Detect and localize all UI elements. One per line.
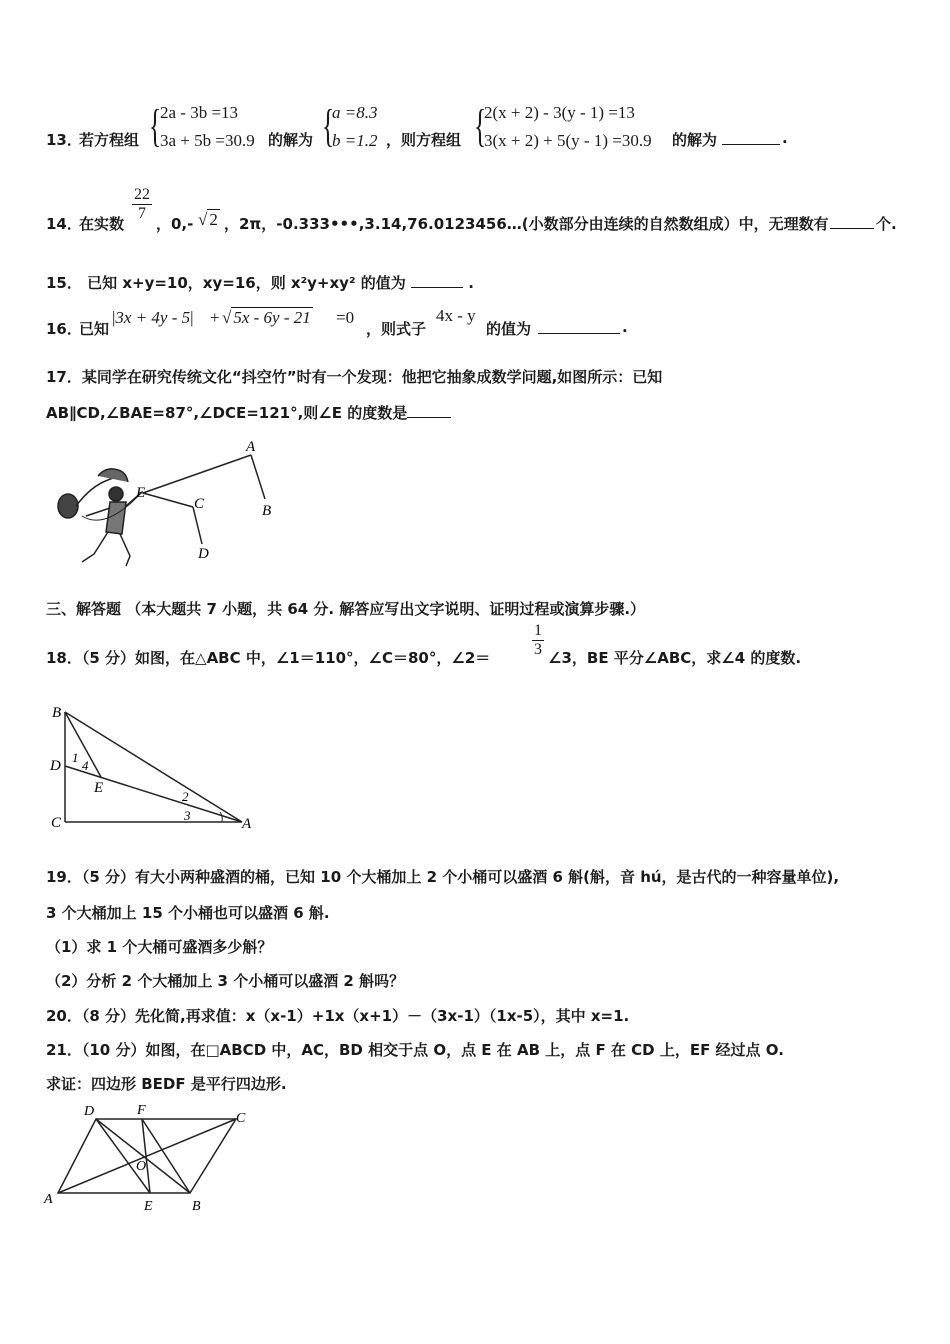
q18-label-D: D	[50, 758, 61, 774]
q17-line2: AB∥CD,∠BAE=87°,∠DCE=121°,则∠E 的度数是	[46, 404, 408, 422]
q21-line1: 21．（10 分）如图，在□ABCD 中，AC，BD 相交于点 O，点 E 在 AB 上，点 F 在 CD 上，EF 经过点 O.	[46, 1041, 784, 1059]
q13-sys2-eq1: 2(x + 2) - 3(y - 1) =13	[484, 103, 635, 122]
q16-sqrt: √ 5x - 6y - 21	[222, 308, 311, 327]
q21-label-B: B	[192, 1199, 201, 1214]
q17-label-E: E	[136, 485, 146, 501]
q14-frac-num: 22	[134, 186, 150, 203]
q17-label-D: D	[198, 546, 209, 562]
q18-fraction	[532, 622, 544, 659]
q18-angle-2: 2	[182, 789, 189, 804]
q18-frac-num: 1	[534, 622, 542, 639]
q18-angle-arc	[220, 812, 222, 822]
q13-end: .	[782, 129, 788, 147]
q17-line1: 17．某同学在研究传统文化“抖空竹”时有一个发现：他把它抽象成数学问题,如图所示：已知	[46, 368, 663, 386]
q13-suffix: 的解为	[672, 131, 718, 149]
q13-sys1-eq2: 3a + 5b =30.9	[160, 131, 255, 150]
q19-line2: 3 个大桶加上 15 个小桶也可以盛酒 6 斛.	[46, 904, 330, 922]
q15	[46, 272, 474, 293]
q17-label-B: B	[262, 503, 272, 519]
q21-diagonal-AC	[58, 1119, 236, 1193]
section3-heading: 三、解答题 （本大题共 7 小题，共 64 分. 解答应写出文字说明、证明过程或演算步骤.）	[46, 600, 646, 618]
q16-suffix: 的值为	[486, 320, 532, 338]
q14-suffix: 个.	[876, 215, 897, 233]
q21-label-E: E	[144, 1199, 153, 1214]
q17-figure	[46, 436, 306, 574]
q16-abs-inner: 3x + 4y - 5	[115, 308, 191, 327]
q18-label-A: A	[242, 816, 252, 832]
q16-abs-expr: |3x + 4y - 5|	[112, 308, 194, 327]
q18-frac-den: 3	[534, 641, 542, 658]
q17-line-EC	[143, 493, 193, 507]
q13-sol-b: b =1.2	[332, 131, 378, 150]
q16-number: 16．	[46, 320, 82, 338]
q14-answer-blank	[830, 213, 874, 229]
q19-sub1: （1）求 1 个大桶可盛酒多少斛？	[46, 938, 273, 956]
q13-brace-3: {	[474, 100, 487, 151]
q14-frac-den: 7	[138, 205, 146, 222]
q16-eq: =0	[336, 308, 355, 327]
q17-answer-blank	[407, 402, 451, 418]
q21-label-O: O	[136, 1159, 147, 1174]
q15-end: .	[468, 274, 474, 292]
q18-prefix: 18．（5 分）如图，在△ABC 中，∠1＝110°，∠C＝80°，∠2＝	[46, 649, 491, 667]
q13-sys1-eq1: 2a - 3b =13	[160, 103, 239, 122]
q16-end: .	[622, 318, 628, 336]
q15-number: 15．	[46, 274, 82, 292]
q19-line1: 19．（5 分）有大小两种盛酒的桶，已知 10 个大桶加上 2 个小桶可以盛酒 6 斛(斛，音 hú，是古代的一种容量单位),	[46, 868, 840, 886]
q18-suffix: ∠3，BE 平分∠ABC，求∠4 的度数.	[548, 649, 802, 667]
q14-sqrt-arg: 2	[209, 210, 218, 229]
q21-line2: 求证：四边形 BEDF 是平行四边形.	[46, 1075, 287, 1093]
q21-label-F: F	[137, 1103, 146, 1118]
q13-sys2-eq2: 3(x + 2) + 5(y - 1) =30.9	[484, 131, 652, 150]
q18-label-E: E	[94, 780, 104, 796]
q14-number: 14．	[46, 215, 82, 233]
q18-angle-1: 1	[72, 750, 79, 765]
q20: 20．（8 分）先化简,再求值：x（x-1）+1x（x+1）－（3x-1）（1x-5），其中 x=1.	[46, 1007, 630, 1025]
q19-sub2: （2）分析 2 个大桶加上 3 个小桶可以盛酒 2 斛吗？	[46, 972, 405, 990]
q18-figure	[46, 700, 266, 834]
q14-list1: ，0,-	[156, 215, 194, 233]
q18-side-BA	[65, 712, 242, 822]
q21-label-D: D	[84, 1104, 95, 1119]
q15-text: 已知 x+y=10，xy=16，则 x²y+xy² 的值为	[87, 274, 406, 292]
q14-prefix: 在实数	[79, 215, 125, 233]
q13-brace-2: {	[322, 100, 335, 151]
q17-line-EA	[143, 455, 251, 493]
q21-label-A: A	[44, 1192, 53, 1207]
q13-prefix: 若方程组	[79, 131, 140, 149]
q16-mid: ，则式子	[366, 320, 427, 338]
q16-prefix: 已知	[79, 320, 110, 338]
q21-label-C: C	[236, 1111, 246, 1126]
q16-plus: +	[210, 308, 220, 327]
diabolo-player-illustration	[58, 469, 142, 566]
q16-sqrt-expr: 5x - 6y - 21	[233, 308, 311, 327]
q14-fraction	[132, 186, 152, 223]
q13-mid2: ，则方程组	[386, 131, 462, 149]
q17-line-CD	[193, 507, 202, 544]
q18-angle-3: 3	[184, 808, 191, 823]
q21-figure	[40, 1100, 260, 1220]
q16-answer-blank	[538, 318, 620, 334]
q13-answer-blank	[722, 129, 780, 145]
q17-line-AB	[251, 455, 265, 499]
q13-number: 13．	[46, 131, 82, 149]
q17-label-A: A	[246, 439, 256, 455]
q18-segment-DA	[65, 766, 242, 822]
q14-sqrt: √ 2	[198, 210, 218, 229]
q13-sol-a: a =8.3	[332, 103, 378, 122]
q18-label-C: C	[51, 815, 62, 831]
q14-list2: ，2π，-0.333•••,3.14,76.0123456…(小数部分由连续的自然数组成）中，无理数有	[224, 215, 829, 233]
q17-label-C: C	[194, 496, 205, 512]
q13-brace-1: {	[149, 100, 162, 151]
q15-answer-blank	[411, 272, 463, 288]
q18-label-B: B	[52, 705, 62, 721]
q13-mid1: 的解为	[268, 131, 314, 149]
q16-expr: 4x - y	[436, 306, 476, 325]
q17-line2-wrap	[46, 402, 451, 423]
q18-angle-4: 4	[82, 758, 89, 773]
